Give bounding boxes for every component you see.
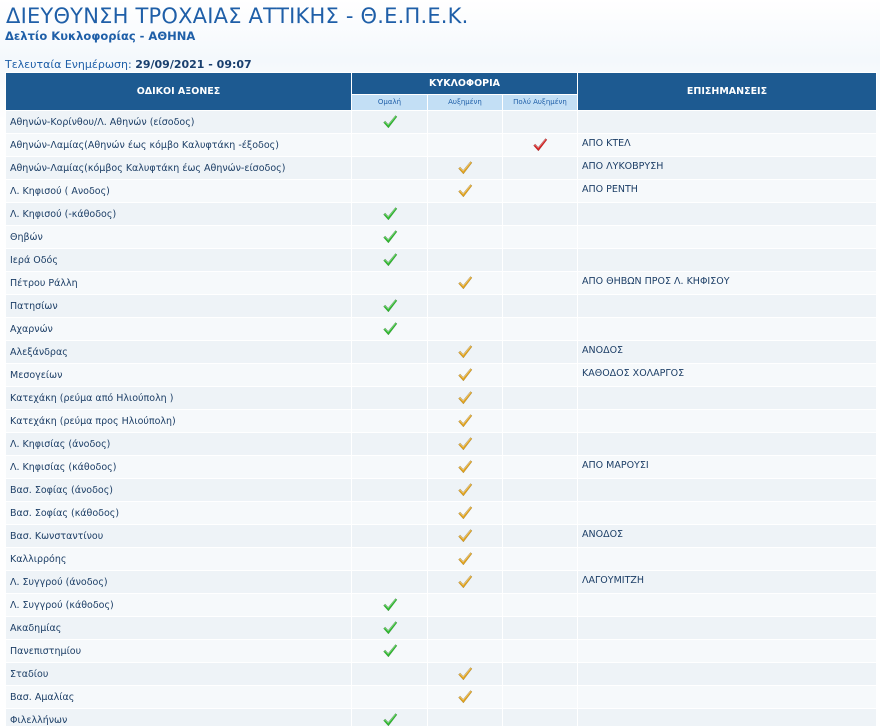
status-cell-increased: [428, 663, 503, 686]
checkmark-icon: [382, 206, 398, 222]
status-cell-increased: [428, 341, 503, 364]
road-name: Βασ. Κωνσταντίνου: [6, 525, 352, 548]
status-cell-increased: [428, 203, 503, 226]
status-cell-increased: [428, 709, 503, 726]
status-cell-increased: [428, 249, 503, 272]
road-note: ΑΠΟ ΚΤΕΛ: [578, 134, 877, 157]
road-name: Μεσογείων: [6, 364, 352, 387]
status-cell-very: [503, 134, 578, 157]
col-header-roads: ΟΔΙΚΟΙ ΑΞΟΝΕΣ: [6, 73, 352, 111]
status-cell-increased: [428, 525, 503, 548]
road-note: ΑΠΟ ΘΗΒΩΝ ΠΡΟΣ Λ. ΚΗΦΙΣΟΥ: [578, 272, 877, 295]
status-cell-very: [503, 203, 578, 226]
road-note: [578, 663, 877, 686]
road-note: ΑΠΟ ΡΕΝΤΗ: [578, 180, 877, 203]
status-cell-normal: [352, 548, 428, 571]
status-cell-normal: [352, 364, 428, 387]
road-note: [578, 686, 877, 709]
status-cell-increased: [428, 594, 503, 617]
status-cell-very: [503, 410, 578, 433]
table-row: [6, 479, 877, 502]
status-cell-very: [503, 594, 578, 617]
road-note: [578, 226, 877, 249]
road-note: [578, 295, 877, 318]
table-row: [6, 134, 877, 157]
last-update-value: 29/09/2021 - 09:07: [135, 58, 252, 71]
table-row: [6, 180, 877, 203]
status-cell-normal: [352, 134, 428, 157]
status-cell-normal: [352, 272, 428, 295]
status-cell-very: [503, 571, 578, 594]
status-cell-increased: [428, 157, 503, 180]
table-row: [6, 111, 877, 134]
table-row: [6, 433, 877, 456]
col-header-notes: ΕΠΙΣΗΜΑΝΣΕΙΣ: [578, 73, 877, 111]
table-row: [6, 594, 877, 617]
road-name: Λ. Κηφισού ( Ανοδος): [6, 180, 352, 203]
status-cell-normal: [352, 203, 428, 226]
checkmark-icon: [457, 459, 473, 475]
status-cell-very: [503, 617, 578, 640]
table-row: [6, 387, 877, 410]
road-note: [578, 410, 877, 433]
road-name: Λ. Κηφισίας (άνοδος): [6, 433, 352, 456]
status-cell-very: [503, 456, 578, 479]
status-cell-normal: [352, 295, 428, 318]
road-note: ΑΝΟΔΟΣ: [578, 341, 877, 364]
checkmark-icon: [457, 390, 473, 406]
road-name: Αλεξάνδρας: [6, 341, 352, 364]
checkmark-icon: [382, 229, 398, 245]
road-name: Φιλελλήνων: [6, 709, 352, 726]
status-cell-increased: [428, 686, 503, 709]
col-header-traffic: ΚΥΚΛΟΦΟΡΙΑ: [352, 73, 578, 95]
status-cell-increased: [428, 433, 503, 456]
table-row: [6, 295, 877, 318]
road-name: Λ. Κηφισού (-κάθοδος): [6, 203, 352, 226]
status-cell-increased: [428, 571, 503, 594]
status-cell-normal: [352, 571, 428, 594]
road-note: [578, 387, 877, 410]
checkmark-icon: [382, 298, 398, 314]
checkmark-icon: [532, 137, 548, 153]
status-cell-increased: [428, 318, 503, 341]
table-row: [6, 157, 877, 180]
status-cell-very: [503, 272, 578, 295]
status-cell-increased: [428, 410, 503, 433]
checkmark-icon: [457, 505, 473, 521]
status-cell-very: [503, 226, 578, 249]
status-cell-very: [503, 364, 578, 387]
status-cell-increased: [428, 502, 503, 525]
checkmark-icon: [382, 114, 398, 130]
road-note: [578, 249, 877, 272]
table-row: [6, 617, 877, 640]
status-cell-very: [503, 387, 578, 410]
col-header-increased: Αυξημένη: [428, 94, 503, 110]
road-name: Κατεχάκη (ρεύμα προς Ηλιούπολη): [6, 410, 352, 433]
status-cell-normal: [352, 157, 428, 180]
table-row: [6, 686, 877, 709]
status-cell-very: [503, 548, 578, 571]
status-cell-very: [503, 341, 578, 364]
road-note: ΛΑΓΟΥΜΙΤΖΗ: [578, 571, 877, 594]
status-cell-normal: [352, 433, 428, 456]
status-cell-increased: [428, 387, 503, 410]
road-note: [578, 502, 877, 525]
road-note: [578, 318, 877, 341]
status-cell-increased: [428, 295, 503, 318]
status-cell-increased: [428, 479, 503, 502]
road-name: Πανεπιστημίου: [6, 640, 352, 663]
road-name: Βασ. Σοφίας (άνοδος): [6, 479, 352, 502]
road-note: ΑΠΟ ΛΥΚΟΒΡΥΣΗ: [578, 157, 877, 180]
status-cell-normal: [352, 594, 428, 617]
last-update-label: Τελευταία Ενημέρωση:: [5, 58, 132, 71]
checkmark-icon: [457, 275, 473, 291]
road-note: ΑΠΟ ΜΑΡΟΥΣΙ: [578, 456, 877, 479]
checkmark-icon: [457, 666, 473, 682]
status-cell-increased: [428, 456, 503, 479]
road-name: Κατεχάκη (ρεύμα από Ηλιούπολη ): [6, 387, 352, 410]
road-name: Αχαρνών: [6, 318, 352, 341]
road-note: [578, 594, 877, 617]
road-name: Λ. Συγγρού (άνοδος): [6, 571, 352, 594]
table-row: [6, 571, 877, 594]
table-row: [6, 709, 877, 726]
road-note: [578, 433, 877, 456]
status-cell-normal: [352, 180, 428, 203]
table-row: [6, 318, 877, 341]
road-note: ΚΑΘΟΔΟΣ ΧΟΛΑΡΓΟΣ: [578, 364, 877, 387]
status-cell-increased: [428, 134, 503, 157]
status-cell-increased: [428, 364, 503, 387]
checkmark-icon: [457, 689, 473, 705]
road-name: Θηβών: [6, 226, 352, 249]
status-cell-increased: [428, 111, 503, 134]
table-row: [6, 640, 877, 663]
road-name: Αθηνών-Λαμίας(κόμβος Καλυφτάκη έως Αθηνών-είσοδος): [6, 157, 352, 180]
road-name: Αθηνών-Κορίνθου/Λ. Αθηνών (είσοδος): [6, 111, 352, 134]
road-name: Πατησίων: [6, 295, 352, 318]
road-note: ΑΝΟΔΟΣ: [578, 525, 877, 548]
checkmark-icon: [457, 436, 473, 452]
status-cell-very: [503, 249, 578, 272]
table-row: [6, 456, 877, 479]
road-name: Λ. Συγγρού (κάθοδος): [6, 594, 352, 617]
status-cell-normal: [352, 387, 428, 410]
checkmark-icon: [457, 528, 473, 544]
table-row: [6, 548, 877, 571]
status-cell-normal: [352, 525, 428, 548]
table-row: [6, 341, 877, 364]
status-cell-very: [503, 111, 578, 134]
checkmark-icon: [457, 160, 473, 176]
status-cell-very: [503, 318, 578, 341]
checkmark-icon: [457, 367, 473, 383]
last-update: [5, 58, 252, 71]
road-note: [578, 709, 877, 726]
status-cell-increased: [428, 640, 503, 663]
road-note: [578, 548, 877, 571]
status-cell-very: [503, 686, 578, 709]
road-name: Βασ. Σοφίας (κάθοδος): [6, 502, 352, 525]
table-row: [6, 364, 877, 387]
col-header-very-increased: Πολύ Αυξημένη: [503, 94, 578, 110]
table-body: [6, 111, 877, 726]
status-cell-normal: [352, 640, 428, 663]
status-cell-increased: [428, 548, 503, 571]
road-name: Αθηνών-Λαμίας(Αθηνών έως κόμβο Καλυφτάκη -έξοδος): [6, 134, 352, 157]
road-name: Λ. Κηφισίας (κάθοδος): [6, 456, 352, 479]
status-cell-normal: [352, 686, 428, 709]
checkmark-icon: [382, 712, 398, 726]
status-cell-very: [503, 709, 578, 726]
road-note: [578, 203, 877, 226]
status-cell-increased: [428, 272, 503, 295]
status-cell-very: [503, 180, 578, 203]
status-cell-normal: [352, 663, 428, 686]
status-cell-normal: [352, 456, 428, 479]
status-cell-very: [503, 479, 578, 502]
checkmark-icon: [382, 252, 398, 268]
road-note: [578, 479, 877, 502]
checkmark-icon: [382, 321, 398, 337]
table-row: [6, 410, 877, 433]
table-row: [6, 502, 877, 525]
road-name: Σταδίου: [6, 663, 352, 686]
status-cell-normal: [352, 617, 428, 640]
status-cell-normal: [352, 341, 428, 364]
checkmark-icon: [382, 620, 398, 636]
road-name: Βασ. Αμαλίας: [6, 686, 352, 709]
road-name: Ιερά Οδός: [6, 249, 352, 272]
status-cell-increased: [428, 226, 503, 249]
status-cell-normal: [352, 111, 428, 134]
status-cell-very: [503, 433, 578, 456]
road-note: [578, 617, 877, 640]
status-cell-normal: [352, 226, 428, 249]
checkmark-icon: [457, 183, 473, 199]
page-subtitle: Δελτίο Κυκλοφορίας - ΑΘΗΝΑ: [5, 29, 196, 43]
table-row: [6, 525, 877, 548]
status-cell-normal: [352, 479, 428, 502]
status-cell-normal: [352, 410, 428, 433]
status-cell-increased: [428, 617, 503, 640]
road-name: Πέτρου Ράλλη: [6, 272, 352, 295]
page-title: ΔΙΕΥΘΥΝΣΗ ΤΡΟΧΑΙΑΣ ΑΤΤΙΚΗΣ - Θ.Ε.Π.Ε.Κ.: [6, 4, 469, 28]
status-cell-very: [503, 295, 578, 318]
checkmark-icon: [382, 643, 398, 659]
status-cell-normal: [352, 249, 428, 272]
table-row: [6, 203, 877, 226]
status-cell-very: [503, 640, 578, 663]
status-cell-increased: [428, 180, 503, 203]
status-cell-very: [503, 157, 578, 180]
road-note: [578, 640, 877, 663]
checkmark-icon: [457, 551, 473, 567]
table-row: [6, 249, 877, 272]
checkmark-icon: [457, 574, 473, 590]
status-cell-normal: [352, 709, 428, 726]
checkmark-icon: [457, 482, 473, 498]
checkmark-icon: [457, 413, 473, 429]
table-row: [6, 663, 877, 686]
col-header-normal: Ομαλή: [352, 94, 428, 110]
status-cell-very: [503, 502, 578, 525]
table-row: [6, 226, 877, 249]
traffic-table: [5, 72, 877, 726]
checkmark-icon: [382, 597, 398, 613]
status-cell-normal: [352, 318, 428, 341]
table-row: [6, 272, 877, 295]
road-note: [578, 111, 877, 134]
status-cell-very: [503, 663, 578, 686]
status-cell-very: [503, 525, 578, 548]
road-name: Καλλιρρόης: [6, 548, 352, 571]
checkmark-icon: [457, 344, 473, 360]
road-name: Ακαδημίας: [6, 617, 352, 640]
status-cell-normal: [352, 502, 428, 525]
